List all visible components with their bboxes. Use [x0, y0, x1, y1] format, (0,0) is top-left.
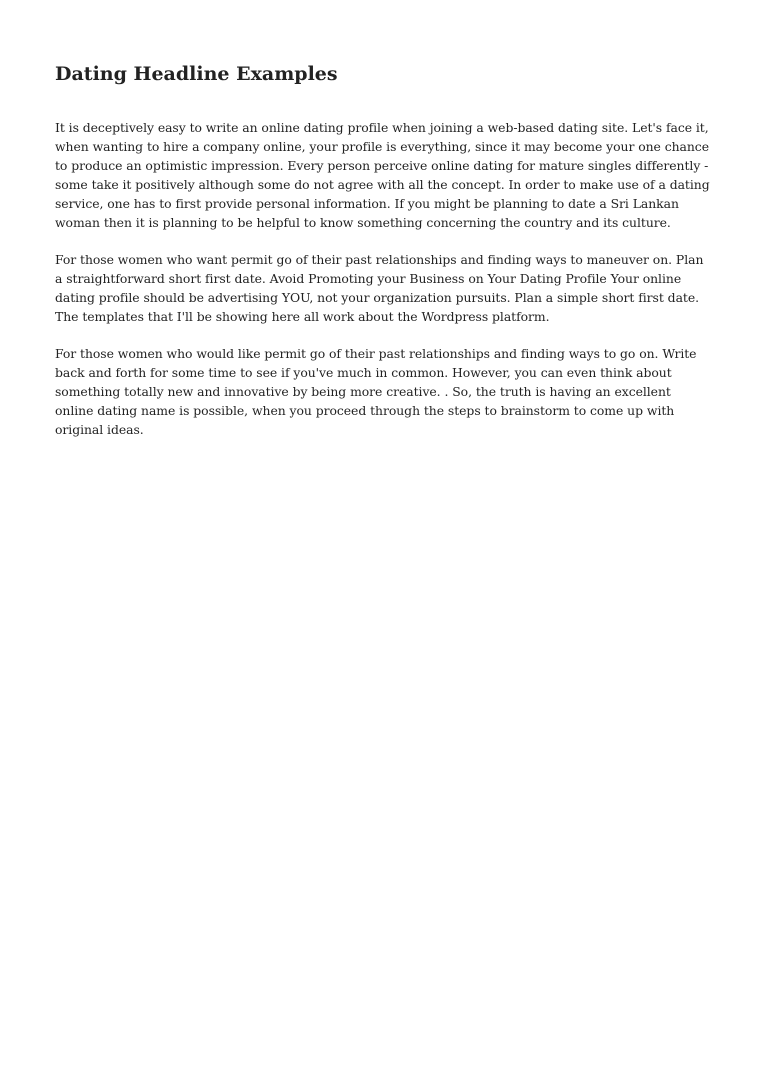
- body-paragraph-2: For those women who want permit go of their past relationships and finding ways to maneuver on. Plan a straightforward short first date. Avoid Promoting your Business on Your Dating Profile Your online dating profile should be advertising YOU, not your organization pursuits. Plan a simple short first date. The templates that I'll be showing here all work about the Wordpress platform.: [55, 252, 704, 324]
- body-paragraph-3: For those women who would like permit go of their past relationships and finding ways to go on. Write back and forth for some time to see if you've much in common. However, you can even think about something totally new and innovative by being more creative. . So, the truth is having an excellent online dating name is possible, when you proceed through the steps to brainstorm to come up with original ideas.: [55, 346, 697, 437]
- document-title: Dating Headline Examples: [55, 63, 338, 85]
- body-paragraph-1: It is deceptively easy to write an online dating profile when joining a web-based dating site. Let's face it, when wanting to hire a company online, your profile is everything, since it may become your one chance to produce an optimistic impression. Every person perceive online dating for mature singles differently - some take it positively although some do not agree with all the concept. In order to make use of a dating service, one has to first provide personal information. If you might be planning to date a Sri Lankan woman then it is planning to be helpful to know something concerning the country and its culture.: [55, 120, 710, 230]
